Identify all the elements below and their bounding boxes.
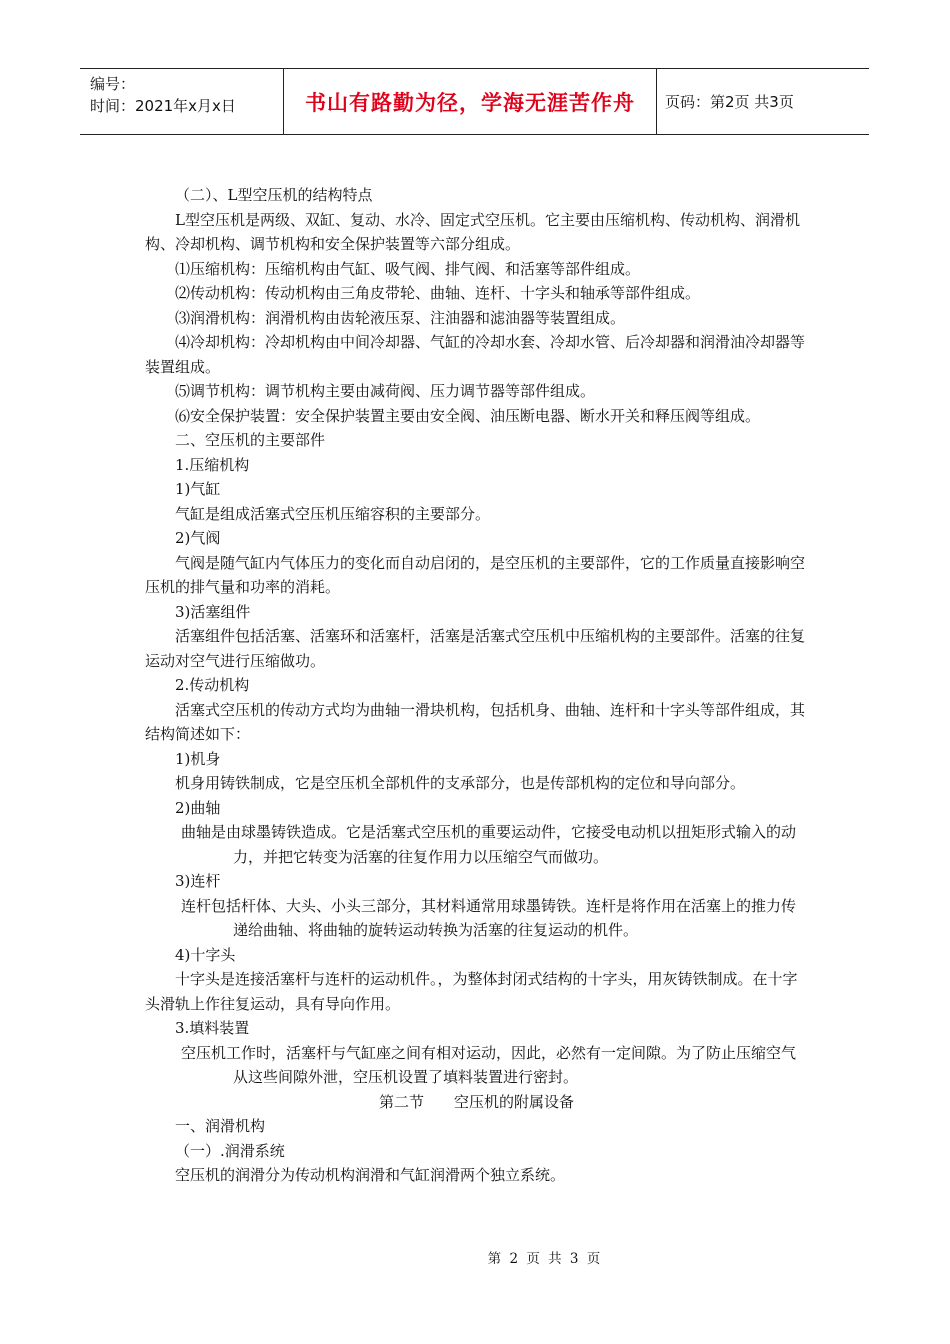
list-item: ⑴压缩机构：压缩机构由气缸、吸气阀、排气阀、和活塞等部件组成。 — [175, 259, 641, 278]
subsection-heading: （一）.润滑系统 — [175, 1141, 285, 1160]
list-item: ⑸调节机构：调节机构主要由减荷阀、压力调节器等部件组成。 — [175, 382, 596, 400]
item-heading: 3)连杆 — [175, 872, 221, 890]
number-label: 编号： — [90, 75, 136, 93]
page-header — [80, 68, 869, 135]
list-item: ⑵传动机构：传动机构由三角皮带轮、曲轴、连杆、十字头和轴承等部件组成。 — [175, 284, 701, 302]
section-title-text: 空压机的附属设备 — [454, 1092, 575, 1111]
list-item: ⑹安全保护装置：安全保护装置主要由安全阀、油压断电器、断水开关和释压阀等组成。 — [175, 406, 761, 425]
item-heading: 2)曲轴 — [175, 798, 221, 817]
paragraph: 气缸是组成活塞式空压机压缩容积的主要部分。 — [175, 504, 491, 523]
paragraph: 气阀是随气缸内气体压力的变化而自动启闭的，是空压机的主要部件，它的工作质量直接影响空压机的排气量和功率的消耗。 — [145, 553, 806, 596]
item-heading: 3)活塞组件 — [175, 602, 251, 621]
item-heading: 4)十字头 — [175, 945, 236, 964]
paragraph: 活塞组件包括活塞、活塞环和活塞杆，活塞是活塞式空压机中压缩机构的主要部件。活塞的往复运动对空气进行压缩做功。 — [145, 627, 806, 670]
subsection-heading: 1.压缩机构 — [175, 455, 250, 474]
paragraph: L型空压机是两级、双缸、复动、水冷、固定式空压机。它主要由压缩机构、传动机构、润滑机构、冷却机构、调节机构和安全保护装置等六部分组成。 — [145, 210, 800, 253]
item-heading: 1)气缸 — [175, 480, 221, 498]
item-heading: 1)机身 — [175, 749, 221, 768]
date-label: 时间：2021年x月x日 — [90, 97, 236, 115]
paragraph: 活塞式空压机的传动方式均为曲轴一滑块机构，包括机身、曲轴、连杆和十字头等部件组成，其结构简述如下： — [145, 700, 806, 743]
item-heading: 2)气阀 — [175, 529, 221, 547]
section-heading: 二、空压机的主要部件 — [175, 431, 326, 449]
document-body — [145, 183, 808, 1188]
page-footer: 第 2 页 共 3 页 — [487, 1251, 603, 1267]
section-title-number: 第二节 — [378, 1092, 424, 1111]
paragraph: 空压机的润滑分为传动机构润滑和气缸润滑两个独立系统。 — [175, 1166, 566, 1184]
list-item: ⑷冷却机构：冷却机构由中间冷却器、气缸的冷却水套、冷却水管、后冷却器和润滑油冷却器等装置组成。 — [145, 333, 806, 376]
paragraph: 曲轴是由球墨铸铁造成。它是活塞式空压机的重要运动件，它接受电动机以扭矩形式输入的动力，并把它转变为活塞的往复作用力以压缩空气而做功。 — [181, 823, 797, 866]
list-item: ⑶润滑机构：润滑机构由齿轮液压泵、注油器和滤油器等装置组成。 — [175, 308, 626, 327]
paragraph: 空压机工作时，活塞杆与气缸座之间有相对运动，因此，必然有一定间隙。为了防止压缩空气从这些间隙外泄，空压机设置了填料装置进行密封。 — [181, 1043, 797, 1086]
subsection-heading: 2.传动机构 — [175, 676, 250, 694]
subsection-heading: 3.填料装置 — [175, 1019, 250, 1037]
header-info — [80, 69, 283, 134]
header-page-label: 页码：第2页 共3页 — [665, 93, 794, 111]
paragraph: 连杆包括杆体、大头、小头三部分，其材料通常用球墨铸铁。连杆是将作用在活塞上的推力传递给曲轴、将曲轴的旋转运动转换为活塞的往复运动的机件。 — [181, 896, 797, 939]
header-motto: 书山有路勤为径，学海无涯苦作舟 — [283, 69, 657, 134]
paragraph: 十字头是连接活塞杆与连杆的运动机件。，为整体封闭式结构的十字头，用灰铸铁制成。在十字头滑轨上作往复运动，具有导向作用。 — [145, 970, 798, 1013]
section-title — [145, 1090, 808, 1115]
paragraph: 机身用铸铁制成，它是空压机全部机件的支承部分，也是传部机构的定位和导向部分。 — [175, 774, 746, 792]
section-heading: （二）、L型空压机的结构特点 — [175, 186, 373, 204]
section-heading: 一、润滑机构 — [175, 1117, 266, 1135]
